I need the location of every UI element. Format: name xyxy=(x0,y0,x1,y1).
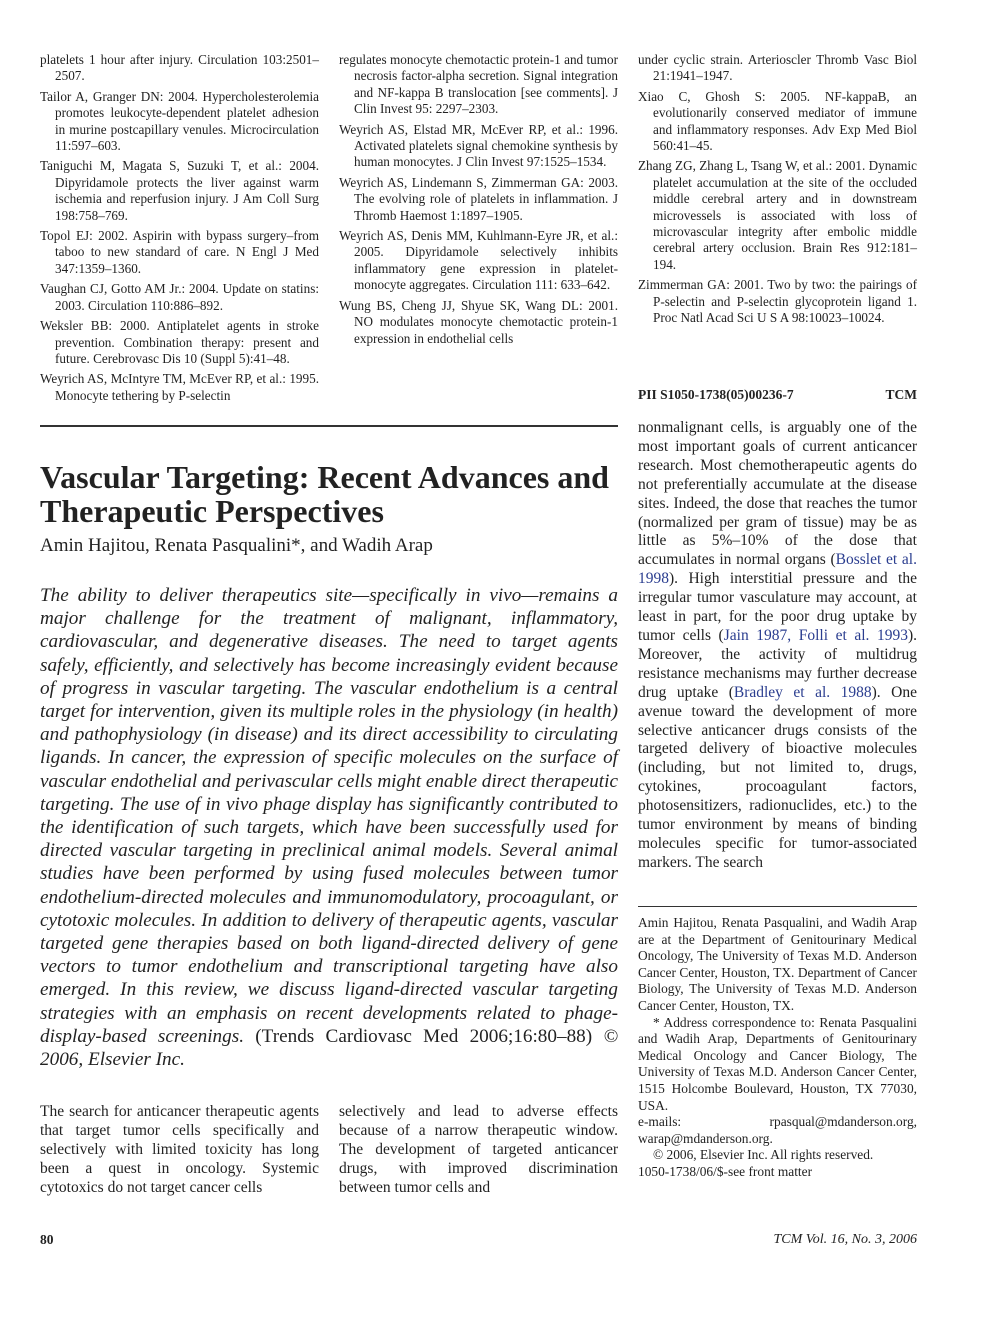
journal-footer: TCM Vol. 16, No. 3, 2006 xyxy=(773,1232,917,1247)
title-divider xyxy=(40,425,618,427)
abstract xyxy=(40,584,618,1071)
reference-item: Wung BS, Cheng JJ, Shyue SK, Wang DL: 2001. NO modulates monocyte chemotactic protein-1 expression in endothelial cells xyxy=(339,297,618,346)
reference-item: Xiao C, Ghosh S: 2005. NF-kappaB, an evolutionarily conserved mediator of immune and inflammatory responses. Adv Exp Med Biol 560:41–45. xyxy=(638,88,917,154)
abstract-copyright: © 2006, Elsevier Inc. xyxy=(40,1025,619,1071)
page-number: 80 xyxy=(40,1232,54,1247)
reference-item: Topol EJ: 2002. Aspirin with bypass surgery–from taboo to new standard of care. N Engl J Med 347:1359–1360. xyxy=(40,228,319,276)
email-text: e-mails: rpasqual@mdanderson.org, warap@mdanderson.org. xyxy=(638,1114,917,1146)
body-text-column-1: The search for anticancer therapeutic agents that target tumor cells specifically and selectively with limited toxicity has long been a quest in oncology. Systemic cytotoxics do not target cancer cells xyxy=(40,1103,319,1196)
reference-item: Weyrich AS, Elstad MR, McEver RP, et al.: 1996. Activated platelets signal chemokine synthesis by human monocytes. J Clin Invest 97:1525–1534. xyxy=(339,121,618,170)
body-text-column-2: selectively and lead to adverse effects because of a narrow therapeutic window. The development of targeted anticancer drugs, with improved discrimination between tumor cells and xyxy=(339,1103,618,1196)
abstract-citation: (Trends Cardiovasc Med 2006;16:80–88) xyxy=(255,1025,593,1047)
abstract-text: The ability to deliver therapeutics site—specifically in vivo—remains a major challenge for the treatment of malignant, inflammatory, cardiovascular, and degenerative diseases. The need to target agents safely, efficiently, and selectively has become increasingly evident because of progress in vascular targeting. The vascular endothelium is a central target for intervention, given its multiple roles in the physiology (in health) and pathophysiology (in disease) and its direct accessibility to circulating ligands. In cancer, the expression of specific molecules on the surface of vascular endothelial and perivascular cells might enable direct therapeutic targeting. The use of in vivo phage display has significantly contributed to the identification of such targets, which have been successfully used for directed vascular targeting in preclinical animal models. Several animal studies have been performed by using fused molecules between tumor endothelium-directed molecules and immunomodulatory, procoagulant, or cytotoxic molecules. In addition to delivery of therapeutic agents, vascular targeted gene therapies based on both ligand-directed delivery of gene vectors to tumor endothelium and transcriptional targeting have also emerged. In this review, we discuss ligand-directed vascular targeting strategies with an emphasis on recent developments related to phage-display-based screenings. xyxy=(40,585,618,1047)
citation-link[interactable]: Bradley et al. 1988 xyxy=(733,683,872,701)
reference-item: Zhang ZG, Zhang L, Tsang W, et al.: 2001. Dynamic platelet accumulation at the site of the occluded middle cerebral artery and in downstream microvessels is associated with loss of microvascular integrity after embolic middle cerebral artery occlusion. Brain Res 912:181–194. xyxy=(638,158,917,272)
reference-item: Tailor A, Granger DN: 2004. Hypercholesterolemia promotes leukocyte-dependent platelet adhesion in murine postcapillary venules. Microcirculation 11:597–603. xyxy=(40,88,319,154)
body-text: ). High interstitial pressure and the irregular tumor vasculature may account, at least in part, for the poor drug uptake by tumor cells ( xyxy=(638,570,917,644)
reference-item: Weyrich AS, McIntyre TM, McEver RP, et al.: 1995. Monocyte tethering by P-selectin xyxy=(40,371,319,403)
body-text: ). One avenue toward the development of more selective anticancer drugs consists of the targeted delivery of bioactive molecules (including, but not limited to, drugs, cytokines, procoagulant factors, photosensitizers, radionuclides, etc.) to the tumor environment by means of binding molecules specific for tumor-associated markers. The search xyxy=(638,683,917,871)
references-column-1 xyxy=(40,52,319,408)
body-text-column-3 xyxy=(638,419,917,873)
affiliation-text: Amin Hajitou, Renata Pasqualini, and Wadih Arap are at the Department of Genitourinary Medical Oncology, The University of Texas M.D. Anderson Cancer Center, Houston, TX. Department of Cancer Biology, The University of Texas M.D. Anderson Cancer Center, Houston, TX. xyxy=(638,915,917,1013)
reference-item: platelets 1 hour after injury. Circulation 103:2501–2507. xyxy=(40,52,319,84)
reference-item: Zimmerman GA: 2001. Two by two: the pairings of P-selectin and P-selectin glycoprotein ligand 1. Proc Natl Acad Sci U S A 98:10023–10024. xyxy=(638,277,917,326)
pii-code: PII S1050-1738(05)00236-7 xyxy=(638,387,794,402)
issn-text: 1050-1738/06/$-see front matter xyxy=(638,1163,813,1179)
references-column-2 xyxy=(339,52,618,351)
correspondence-text: * Address correspondence to: Renata Pasqualini and Wadih Arap, Departments of Genitourinary Medical Oncology and Cancer Biology, The University of Texas M.D. Anderson Cancer Center, 1515 Holcombe Boulevard, Houston, TX 77030, USA. xyxy=(638,1014,917,1113)
affiliation-divider xyxy=(638,906,917,907)
body-text: nonmalignant cells, is arguably one of the most important goals of current anticancer research. Most chemotherapeutic agents do not preferentially accumulate at the disease sites. Indeed, the dose that reaches the tumor (normalized per gram of tissue) may be as little as 5%–10% of the dose that accumulates in normal organs ( xyxy=(638,419,917,569)
reference-item: under cyclic strain. Arterioscler Thromb Vasc Biol 21:1941–1947. xyxy=(638,52,917,84)
reference-item: Weyrich AS, Lindemann S, Zimmerman GA: 2003. The evolving role of platelets in inflammation. J Thromb Haemost 1:1897–1905. xyxy=(339,174,618,223)
references-column-3 xyxy=(638,52,917,331)
affiliation-block xyxy=(638,915,917,1181)
copyright-text: © 2006, Elsevier Inc. All rights reserved. xyxy=(653,1147,874,1163)
body-text: ). Moreover, the activity of multidrug resistance mechanisms may further decrease drug uptake ( xyxy=(638,626,917,701)
citation-link[interactable]: Bosslet et al. 1998 xyxy=(638,551,917,588)
journal-abbrev: TCM xyxy=(885,387,917,402)
reference-item: regulates monocyte chemotactic protein-1 and tumor necrosis factor-alpha secretion. Signal integration and NF-kappa B translocation [see comments]. J Clin Invest 95: 2297–2303. xyxy=(339,52,618,117)
citation-link[interactable]: Jain 1987, Folli et al. 1993 xyxy=(723,626,908,644)
reference-item: Weyrich AS, Denis MM, Kuhlmann-Eyre JR, et al.: 2005. Dipyridamole selectively inhibits inflammatory gene expression in platelet-monocyte aggregates. Circulation 111: 633–642. xyxy=(339,228,618,293)
reference-item: Vaughan CJ, Gotto AM Jr.: 2004. Update on statins: 2003. Circulation 110:886–892. xyxy=(40,281,319,313)
reference-item: Taniguchi M, Magata S, Suzuki T, et al.: 2004. Dipyridamole protects the liver against warm ischemia and reperfusion injury. J Am Coll Surg 198:758–769. xyxy=(40,158,319,223)
article-identifier xyxy=(638,387,917,403)
reference-item: Weksler BB: 2000. Antiplatelet agents in stroke prevention. Combination therapy: present and future. Cerebrovasc Dis 10 (Suppl 5):41–48. xyxy=(40,318,319,366)
article-authors: Amin Hajitou, Renata Pasqualini*, and Wadih Arap xyxy=(40,535,433,556)
article-title: Vascular Targeting: Recent Advances and Therapeutic Perspectives xyxy=(40,459,609,529)
